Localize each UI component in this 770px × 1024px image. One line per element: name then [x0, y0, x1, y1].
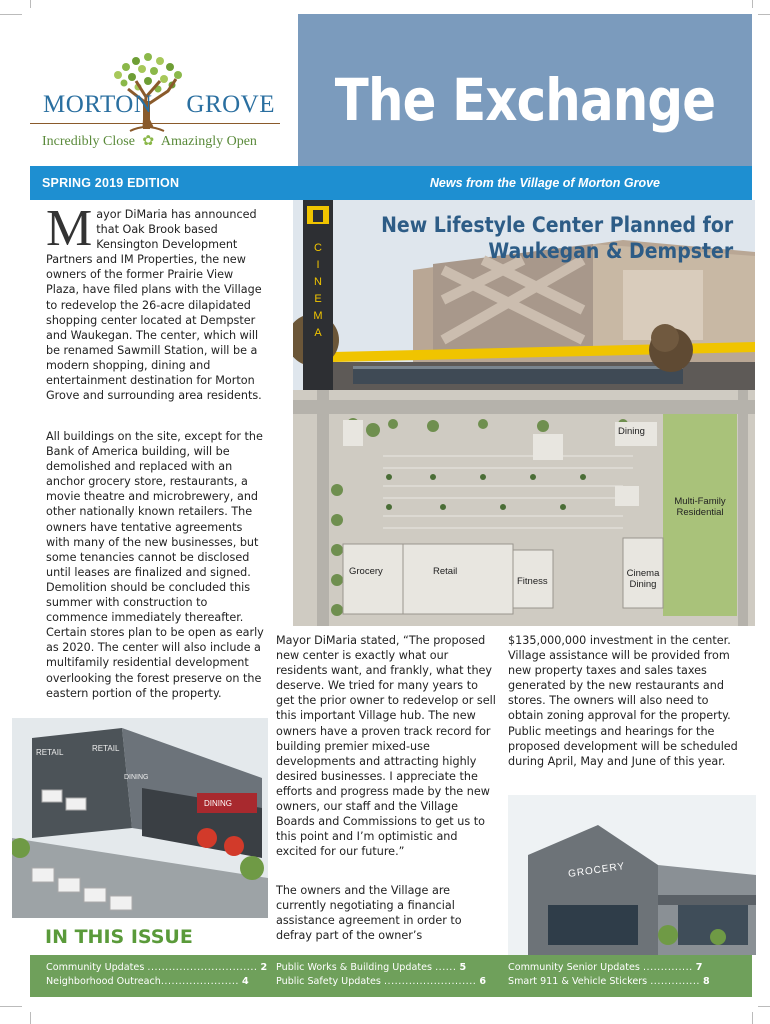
retail-dining-rendering — [12, 718, 268, 918]
toc-dots: ............................... — [147, 962, 258, 973]
news-from-label: News from the Village of Morton Grove — [429, 176, 660, 190]
cinema-sign-letter: N — [314, 276, 322, 288]
label-line: Cinema — [626, 568, 660, 579]
morton-grove-logo — [30, 45, 280, 155]
logo-tagline — [42, 133, 257, 150]
crop-mark — [758, 14, 770, 15]
crop-mark — [30, 0, 31, 8]
grocery-rendering — [508, 795, 756, 955]
toc-title: Neighborhood Outreach — [46, 976, 161, 987]
leaf-icon: ✿ — [142, 134, 155, 149]
cinema-sign-letter: M — [313, 310, 323, 322]
drop-cap: M — [46, 200, 93, 257]
toc-page: 7 — [695, 962, 703, 973]
toc-title: Public Works & Building Updates — [276, 962, 433, 973]
crop-mark — [0, 1006, 22, 1007]
toc-entry[interactable] — [508, 961, 702, 975]
toc-entry[interactable] — [46, 975, 249, 989]
table-of-contents — [30, 955, 752, 997]
toc-entry[interactable] — [276, 961, 466, 975]
article-paragraph: The owners and the Village are currently negotiating a financial assistance agreement in order to defray part of the owner’s — [276, 884, 462, 943]
toc-page: 8 — [703, 976, 710, 987]
site-plan-label-multi-family — [665, 496, 735, 518]
site-plan-label-dining: Dining — [618, 426, 645, 437]
site-plan-label-fitness: Fitness — [517, 576, 548, 587]
edition-bar — [30, 166, 752, 200]
site-plan-label-retail: Retail — [433, 566, 458, 577]
logo-name-right: GROVE — [186, 91, 275, 118]
crop-mark — [0, 14, 22, 15]
grocery-drawing — [508, 795, 756, 955]
toc-page: 5 — [459, 962, 467, 973]
site-plan-label-cinema-dining — [623, 568, 663, 590]
sign-retail: RETAIL — [92, 744, 120, 753]
edition-label: SPRING 2019 EDITION — [42, 176, 180, 190]
cinema-sign-letter: A — [314, 327, 322, 339]
toc-title: Community Updates — [46, 962, 145, 973]
article-paragraph: All buildings on the site, except for the Bank of America building, will be demolished and replaced with an anchor grocery store, restaurants, a movie theatre and microbrewery, and other nationally known retailers. The owners have tentative agreements with many of the new businesses, but some tenancies cannot be disclosed until leases are finalized and signed. Demolition should be concluded this summer with construction to commence immediately thereafter. Certain stores plan to be open as early as 2020. The center will also include a multifamily residential development overlooking the forest preserve on the eastern portion of the property. — [46, 430, 264, 700]
cinema-sign — [308, 240, 328, 342]
toc-dots: ...... — [435, 962, 457, 973]
article-headline — [381, 212, 733, 264]
toc-title: Smart 911 & Vehicle Stickers — [508, 976, 648, 987]
logo-rule — [30, 123, 280, 124]
sign-dining: DINING — [124, 774, 149, 781]
sign-grocery: GROCERY — [567, 861, 626, 880]
cinema-sign-letter: I — [316, 259, 320, 271]
toc-title: Public Safety Updates — [276, 976, 381, 987]
label-line: Multi-Family — [674, 496, 726, 507]
crop-mark — [752, 0, 753, 8]
toc-page: 4 — [242, 976, 249, 987]
toc-page: 2 — [260, 962, 268, 973]
toc-dots: .............. — [650, 976, 700, 987]
paragraph-text: ayor DiMaria has announced that Oak Brook based Kensington Development Partners and IM Properties, the new owners of the former Prairie View Plaza, have filed plans with the Village to redevelop the 26-acre dilapidated shopping center located at Dempster and Waukegan. The center, which will be renamed Sawmill Station, will be a modern shopping, dining and entertainment destination for Morton Grove and surrounding area residents. — [46, 208, 262, 403]
site-plan-label-grocery: Grocery — [349, 566, 383, 577]
crop-mark — [30, 1012, 31, 1024]
hero-rendering — [293, 200, 755, 390]
masthead-title: The Exchange — [334, 66, 716, 134]
sign-retail: RETAIL — [36, 748, 64, 757]
crop-mark — [752, 1012, 753, 1024]
article-paragraph — [46, 200, 268, 403]
toc-dots: .......................... — [384, 976, 477, 987]
headline-line: New Lifestyle Center Planned for — [380, 213, 733, 237]
article-paragraph: $135,000,000 investment in the center. Village assistance will be provided from new property taxes and sales taxes generated by the new restaurants and stores. The owners will also need to obtain zoning approval for the property. Public meetings and hearings for the proposed development will be scheduled during April, May and June of this year. — [508, 634, 738, 768]
label-line: Residential — [676, 507, 724, 518]
crop-mark — [758, 1006, 770, 1007]
toc-entry[interactable] — [508, 975, 710, 989]
tagline-right: Amazingly Open — [160, 134, 257, 149]
label-line: Dining — [629, 579, 657, 590]
logo-name-left: MORTON — [43, 91, 153, 118]
toc-title: Community Senior Updates — [508, 962, 640, 973]
sign-dining: DINING — [204, 799, 232, 808]
tagline-left: Incredibly Close — [42, 134, 135, 149]
toc-dots: .............. — [642, 962, 693, 973]
in-this-issue-heading: IN THIS ISSUE — [45, 926, 193, 948]
headline-line: Waukegan & Dempster — [488, 239, 733, 263]
toc-dots: ...................... — [160, 976, 239, 987]
logo-wordmark — [43, 91, 275, 119]
cinema-sign-letter: C — [314, 242, 322, 254]
site-plan-map — [293, 390, 755, 626]
toc-entry[interactable] — [46, 961, 267, 975]
cinema-sign-letter: E — [314, 293, 322, 305]
toc-entry[interactable] — [276, 975, 486, 989]
toc-page: 6 — [479, 976, 487, 987]
article-quote-paragraph: Mayor DiMaria stated, “The proposed new center is exactly what our residents want, and frankly, what they deserve. We tried for many years to get the prior owner to redevelop or sell this important Village hub. The new owners have a proven track record for building premier mixed-use developments and attracting highly desired businesses. I appreciate the efforts and progress made by the new owners, our staff and the Village Boards and Commissions to get us to this point and I’m optimistic and excited for our future.” — [276, 634, 496, 859]
